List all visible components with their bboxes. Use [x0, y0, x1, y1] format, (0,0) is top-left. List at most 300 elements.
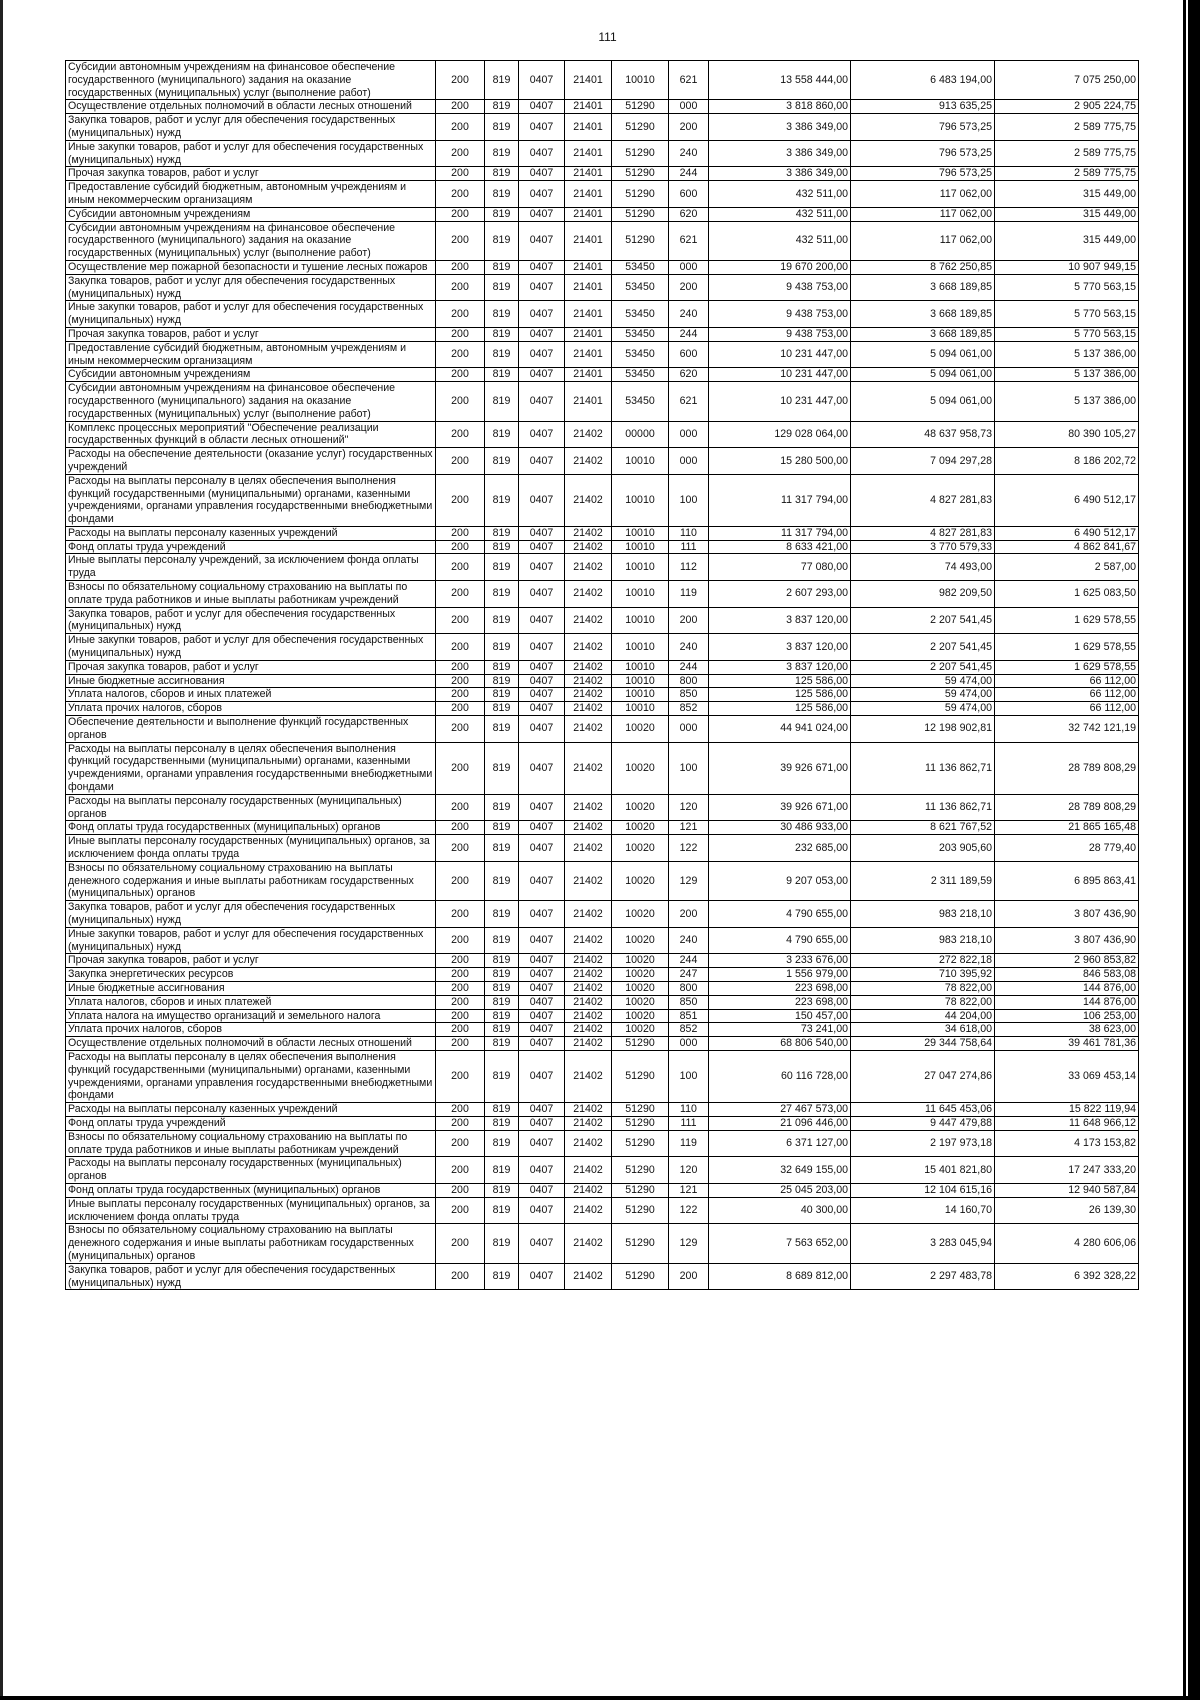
code-direction: 10020 [612, 995, 669, 1009]
amount-executed: 11 136 862,71 [851, 742, 995, 794]
amount-approved: 25 045 203,00 [709, 1183, 851, 1197]
row-name: Субсидии автономным учреждениям на финансовое обеспечение государственного (муниципального) задания на оказание государственных (муниципальных) услуг (выполнение работ) [66, 221, 436, 260]
code-expense-type: 244 [669, 327, 709, 341]
row-name: Иные закупки товаров, работ и услуг для обеспечения государственных (муниципальных) нужд [66, 634, 436, 661]
code-dept: 819 [485, 927, 519, 954]
amount-approved: 9 207 053,00 [709, 861, 851, 900]
code-expense-type: 200 [669, 1263, 709, 1290]
table-row [66, 181, 1139, 208]
code-direction: 00000 [612, 421, 669, 448]
code-program: 21402 [565, 821, 612, 835]
code-direction: 10010 [612, 474, 669, 526]
code-subsection: 0407 [519, 301, 565, 328]
amount-approved: 39 926 671,00 [709, 742, 851, 794]
amount-approved: 39 926 671,00 [709, 794, 851, 821]
code-dept: 819 [485, 954, 519, 968]
code-subsection: 0407 [519, 341, 565, 368]
amount-remaining: 2 960 853,82 [995, 954, 1139, 968]
code-dept: 819 [485, 114, 519, 141]
amount-approved: 15 280 500,00 [709, 448, 851, 475]
code-section: 200 [436, 448, 485, 475]
code-subsection: 0407 [519, 140, 565, 167]
code-program: 21401 [565, 221, 612, 260]
amount-remaining: 3 807 436,90 [995, 927, 1139, 954]
code-expense-type: 800 [669, 981, 709, 995]
code-subsection: 0407 [519, 716, 565, 743]
amount-remaining: 10 907 949,15 [995, 260, 1139, 274]
amount-approved: 8 689 812,00 [709, 1263, 851, 1290]
row-name: Обеспечение деятельности и выполнение функций государственных органов [66, 716, 436, 743]
code-program: 21401 [565, 140, 612, 167]
code-direction: 51290 [612, 1116, 669, 1130]
code-program: 21402 [565, 995, 612, 1009]
amount-remaining: 4 173 153,82 [995, 1130, 1139, 1157]
code-program: 21402 [565, 634, 612, 661]
code-expense-type: 247 [669, 968, 709, 982]
code-direction: 10020 [612, 794, 669, 821]
table-row [66, 448, 1139, 475]
code-dept: 819 [485, 688, 519, 702]
code-subsection: 0407 [519, 61, 565, 100]
amount-approved: 1 556 979,00 [709, 968, 851, 982]
code-direction: 10010 [612, 688, 669, 702]
amount-executed: 117 062,00 [851, 221, 995, 260]
code-expense-type: 200 [669, 901, 709, 928]
code-program: 21402 [565, 1116, 612, 1130]
code-program: 21402 [565, 1157, 612, 1184]
table-row [66, 1224, 1139, 1263]
code-subsection: 0407 [519, 927, 565, 954]
code-direction: 51290 [612, 1130, 669, 1157]
code-section: 200 [436, 634, 485, 661]
code-expense-type: 100 [669, 1050, 709, 1102]
amount-executed: 48 637 958,73 [851, 421, 995, 448]
amount-remaining: 6 895 863,41 [995, 861, 1139, 900]
row-name: Иные выплаты персоналу учреждений, за исключением фонда оплаты труда [66, 554, 436, 581]
code-direction: 10010 [612, 634, 669, 661]
amount-executed: 913 635,25 [851, 100, 995, 114]
code-program: 21401 [565, 274, 612, 301]
code-direction: 53450 [612, 260, 669, 274]
table-row [66, 674, 1139, 688]
page-left-edge [0, 0, 3, 1700]
table-row [66, 901, 1139, 928]
amount-executed: 78 822,00 [851, 995, 995, 1009]
code-section: 200 [436, 274, 485, 301]
amount-executed: 44 204,00 [851, 1009, 995, 1023]
row-name: Закупка товаров, работ и услуг для обеспечения государственных (муниципальных) нужд [66, 607, 436, 634]
amount-remaining: 2 589 775,75 [995, 140, 1139, 167]
amount-remaining: 66 112,00 [995, 702, 1139, 716]
code-subsection: 0407 [519, 981, 565, 995]
code-subsection: 0407 [519, 1157, 565, 1184]
code-expense-type: 244 [669, 660, 709, 674]
amount-executed: 3 668 189,85 [851, 274, 995, 301]
table-row [66, 140, 1139, 167]
amount-remaining: 4 280 606,06 [995, 1224, 1139, 1263]
amount-approved: 3 386 349,00 [709, 140, 851, 167]
amount-approved: 40 300,00 [709, 1197, 851, 1224]
code-direction: 53450 [612, 301, 669, 328]
table-row [66, 341, 1139, 368]
code-section: 200 [436, 688, 485, 702]
table-row [66, 221, 1139, 260]
code-section: 200 [436, 1023, 485, 1037]
code-dept: 819 [485, 61, 519, 100]
code-section: 200 [436, 981, 485, 995]
code-dept: 819 [485, 1183, 519, 1197]
code-subsection: 0407 [519, 954, 565, 968]
amount-approved: 10 231 447,00 [709, 382, 851, 421]
amount-remaining: 315 449,00 [995, 207, 1139, 221]
row-name: Уплата прочих налогов, сборов [66, 702, 436, 716]
code-section: 200 [436, 1197, 485, 1224]
amount-approved: 9 438 753,00 [709, 327, 851, 341]
amount-remaining: 26 139,30 [995, 1197, 1139, 1224]
code-expense-type: 120 [669, 1157, 709, 1184]
row-name: Расходы на выплаты персоналу в целях обеспечения выполнения функций государственными (муниципальными) органами, казенными учреждениями, органами управления государственными внебюджетными фондами [66, 474, 436, 526]
code-program: 21402 [565, 688, 612, 702]
code-program: 21402 [565, 968, 612, 982]
code-dept: 819 [485, 1009, 519, 1023]
amount-executed: 2 207 541,45 [851, 634, 995, 661]
code-subsection: 0407 [519, 207, 565, 221]
code-dept: 819 [485, 382, 519, 421]
row-name: Прочая закупка товаров, работ и услуг [66, 327, 436, 341]
table-row [66, 968, 1139, 982]
amount-remaining: 144 876,00 [995, 981, 1139, 995]
amount-executed: 5 094 061,00 [851, 368, 995, 382]
amount-remaining: 32 742 121,19 [995, 716, 1139, 743]
code-section: 200 [436, 968, 485, 982]
amount-executed: 15 401 821,80 [851, 1157, 995, 1184]
code-direction: 51290 [612, 140, 669, 167]
amount-remaining: 17 247 333,20 [995, 1157, 1139, 1184]
code-section: 200 [436, 526, 485, 540]
table-row [66, 821, 1139, 835]
code-section: 200 [436, 1116, 485, 1130]
table-row [66, 607, 1139, 634]
code-subsection: 0407 [519, 742, 565, 794]
code-program: 21402 [565, 1103, 612, 1117]
code-direction: 51290 [612, 181, 669, 208]
amount-approved: 60 116 728,00 [709, 1050, 851, 1102]
table-row [66, 540, 1139, 554]
amount-remaining: 6 490 512,17 [995, 526, 1139, 540]
code-expense-type: 240 [669, 140, 709, 167]
row-name: Прочая закупка товаров, работ и услуг [66, 660, 436, 674]
code-subsection: 0407 [519, 540, 565, 554]
code-direction: 51290 [612, 221, 669, 260]
code-dept: 819 [485, 674, 519, 688]
code-program: 21402 [565, 716, 612, 743]
amount-executed: 34 618,00 [851, 1023, 995, 1037]
table-row [66, 260, 1139, 274]
row-name: Осуществление отдельных полномочий в области лесных отношений [66, 1037, 436, 1051]
code-program: 21402 [565, 607, 612, 634]
code-subsection: 0407 [519, 794, 565, 821]
code-subsection: 0407 [519, 688, 565, 702]
amount-remaining: 6 490 512,17 [995, 474, 1139, 526]
code-dept: 819 [485, 1197, 519, 1224]
code-dept: 819 [485, 861, 519, 900]
amount-executed: 982 209,50 [851, 581, 995, 608]
amount-remaining: 28 779,40 [995, 835, 1139, 862]
amount-remaining: 7 075 250,00 [995, 61, 1139, 100]
amount-remaining: 8 186 202,72 [995, 448, 1139, 475]
code-expense-type: 621 [669, 61, 709, 100]
code-section: 200 [436, 207, 485, 221]
code-subsection: 0407 [519, 607, 565, 634]
code-dept: 819 [485, 660, 519, 674]
code-dept: 819 [485, 581, 519, 608]
code-section: 200 [436, 1009, 485, 1023]
amount-approved: 3 386 349,00 [709, 167, 851, 181]
code-direction: 53450 [612, 341, 669, 368]
code-direction: 53450 [612, 274, 669, 301]
code-expense-type: 000 [669, 421, 709, 448]
table-row [66, 100, 1139, 114]
code-program: 21402 [565, 554, 612, 581]
code-dept: 819 [485, 327, 519, 341]
code-expense-type: 244 [669, 167, 709, 181]
code-program: 21402 [565, 702, 612, 716]
amount-approved: 77 080,00 [709, 554, 851, 581]
code-subsection: 0407 [519, 474, 565, 526]
amount-approved: 10 231 447,00 [709, 341, 851, 368]
amount-executed: 8 762 250,85 [851, 260, 995, 274]
amount-executed: 796 573,25 [851, 114, 995, 141]
table-row [66, 474, 1139, 526]
amount-approved: 3 837 120,00 [709, 660, 851, 674]
budget-table-body [66, 61, 1139, 1290]
code-dept: 819 [485, 702, 519, 716]
code-section: 200 [436, 901, 485, 928]
amount-executed: 2 311 189,59 [851, 861, 995, 900]
code-expense-type: 129 [669, 1224, 709, 1263]
amount-approved: 223 698,00 [709, 995, 851, 1009]
code-subsection: 0407 [519, 554, 565, 581]
code-program: 21402 [565, 1023, 612, 1037]
table-row [66, 1130, 1139, 1157]
code-direction: 10020 [612, 968, 669, 982]
amount-executed: 12 104 615,16 [851, 1183, 995, 1197]
row-name: Прочая закупка товаров, работ и услуг [66, 954, 436, 968]
code-section: 200 [436, 1224, 485, 1263]
code-program: 21401 [565, 327, 612, 341]
code-subsection: 0407 [519, 1183, 565, 1197]
code-direction: 10010 [612, 61, 669, 100]
code-section: 200 [436, 954, 485, 968]
amount-approved: 11 317 794,00 [709, 474, 851, 526]
amount-remaining: 28 789 808,29 [995, 794, 1139, 821]
code-direction: 10020 [612, 927, 669, 954]
code-program: 21402 [565, 954, 612, 968]
row-name: Фонд оплаты труда учреждений [66, 540, 436, 554]
code-direction: 53450 [612, 382, 669, 421]
code-section: 200 [436, 742, 485, 794]
code-program: 21402 [565, 660, 612, 674]
code-expense-type: 111 [669, 1116, 709, 1130]
row-name: Расходы на обеспечение деятельности (оказание услуг) государственных учреждений [66, 448, 436, 475]
code-dept: 819 [485, 421, 519, 448]
amount-executed: 3 283 045,94 [851, 1224, 995, 1263]
amount-executed: 27 047 274,86 [851, 1050, 995, 1102]
code-section: 200 [436, 61, 485, 100]
code-program: 21402 [565, 794, 612, 821]
amount-remaining: 5 137 386,00 [995, 382, 1139, 421]
amount-approved: 3 386 349,00 [709, 114, 851, 141]
code-section: 200 [436, 821, 485, 835]
row-name: Закупка товаров, работ и услуг для обеспечения государственных (муниципальных) нужд [66, 901, 436, 928]
code-dept: 819 [485, 981, 519, 995]
row-name: Субсидии автономным учреждениям [66, 368, 436, 382]
row-name: Фонд оплаты труда государственных (муниципальных) органов [66, 821, 436, 835]
code-program: 21402 [565, 742, 612, 794]
table-row [66, 114, 1139, 141]
code-subsection: 0407 [519, 901, 565, 928]
code-subsection: 0407 [519, 581, 565, 608]
code-dept: 819 [485, 554, 519, 581]
code-program: 21402 [565, 1037, 612, 1051]
code-subsection: 0407 [519, 100, 565, 114]
code-subsection: 0407 [519, 660, 565, 674]
code-dept: 819 [485, 341, 519, 368]
amount-approved: 32 649 155,00 [709, 1157, 851, 1184]
code-subsection: 0407 [519, 327, 565, 341]
code-section: 200 [436, 140, 485, 167]
code-subsection: 0407 [519, 1116, 565, 1130]
code-program: 21402 [565, 1050, 612, 1102]
code-expense-type: 100 [669, 474, 709, 526]
code-expense-type: 851 [669, 1009, 709, 1023]
code-dept: 819 [485, 835, 519, 862]
code-direction: 10020 [612, 901, 669, 928]
row-name: Предоставление субсидий бюджетным, автономным учреждениям и иным некоммерческим организациям [66, 341, 436, 368]
code-direction: 10020 [612, 716, 669, 743]
table-row [66, 554, 1139, 581]
code-dept: 819 [485, 634, 519, 661]
row-name: Закупка энергетических ресурсов [66, 968, 436, 982]
code-program: 21401 [565, 100, 612, 114]
code-dept: 819 [485, 1157, 519, 1184]
row-name: Иные бюджетные ассигнования [66, 981, 436, 995]
amount-approved: 6 371 127,00 [709, 1130, 851, 1157]
code-expense-type: 000 [669, 260, 709, 274]
code-program: 21402 [565, 1197, 612, 1224]
code-dept: 819 [485, 821, 519, 835]
code-dept: 819 [485, 968, 519, 982]
row-name: Иные выплаты персоналу государственных (муниципальных) органов, за исключением фонда оплаты труда [66, 835, 436, 862]
code-dept: 819 [485, 1130, 519, 1157]
code-section: 200 [436, 100, 485, 114]
amount-remaining: 33 069 453,14 [995, 1050, 1139, 1102]
amount-executed: 272 822,18 [851, 954, 995, 968]
code-program: 21402 [565, 927, 612, 954]
amount-executed: 12 198 902,81 [851, 716, 995, 743]
table-row [66, 995, 1139, 1009]
row-name: Прочая закупка товаров, работ и услуг [66, 167, 436, 181]
code-program: 21402 [565, 1009, 612, 1023]
code-expense-type: 110 [669, 1103, 709, 1117]
code-expense-type: 200 [669, 274, 709, 301]
code-direction: 51290 [612, 1183, 669, 1197]
amount-executed: 3 770 579,33 [851, 540, 995, 554]
code-expense-type: 000 [669, 100, 709, 114]
code-section: 200 [436, 1050, 485, 1102]
page-right-edge-line [1183, 0, 1186, 1700]
amount-executed: 59 474,00 [851, 674, 995, 688]
code-direction: 53450 [612, 368, 669, 382]
row-name: Расходы на выплаты персоналу государственных (муниципальных) органов [66, 794, 436, 821]
code-section: 200 [436, 554, 485, 581]
code-program: 21401 [565, 368, 612, 382]
code-section: 200 [436, 674, 485, 688]
code-section: 200 [436, 861, 485, 900]
amount-executed: 78 822,00 [851, 981, 995, 995]
table-row [66, 207, 1139, 221]
code-program: 21402 [565, 1183, 612, 1197]
code-dept: 819 [485, 995, 519, 1009]
amount-executed: 2 207 541,45 [851, 660, 995, 674]
code-section: 200 [436, 260, 485, 274]
code-section: 200 [436, 995, 485, 1009]
row-name: Уплата налогов, сборов и иных платежей [66, 995, 436, 1009]
code-direction: 51290 [612, 1224, 669, 1263]
code-program: 21401 [565, 260, 612, 274]
code-direction: 10020 [612, 981, 669, 995]
code-program: 21401 [565, 207, 612, 221]
code-dept: 819 [485, 448, 519, 475]
code-program: 21402 [565, 1130, 612, 1157]
code-subsection: 0407 [519, 260, 565, 274]
amount-executed: 5 094 061,00 [851, 341, 995, 368]
code-dept: 819 [485, 100, 519, 114]
code-direction: 51290 [612, 1037, 669, 1051]
code-expense-type: 620 [669, 368, 709, 382]
amount-remaining: 4 862 841,67 [995, 540, 1139, 554]
code-direction: 51290 [612, 167, 669, 181]
amount-remaining: 66 112,00 [995, 674, 1139, 688]
row-name: Уплата налога на имущество организаций и земельного налога [66, 1009, 436, 1023]
code-program: 21402 [565, 981, 612, 995]
code-direction: 10010 [612, 674, 669, 688]
code-dept: 819 [485, 474, 519, 526]
code-dept: 819 [485, 1224, 519, 1263]
row-name: Уплата налогов, сборов и иных платежей [66, 688, 436, 702]
amount-remaining: 5 137 386,00 [995, 341, 1139, 368]
code-expense-type: 200 [669, 607, 709, 634]
amount-executed: 2 207 541,45 [851, 607, 995, 634]
code-direction: 51290 [612, 207, 669, 221]
code-section: 200 [436, 341, 485, 368]
code-section: 200 [436, 607, 485, 634]
code-section: 200 [436, 1103, 485, 1117]
code-subsection: 0407 [519, 1009, 565, 1023]
amount-executed: 796 573,25 [851, 167, 995, 181]
code-expense-type: 852 [669, 702, 709, 716]
code-program: 21402 [565, 1224, 612, 1263]
code-dept: 819 [485, 260, 519, 274]
code-expense-type: 122 [669, 835, 709, 862]
code-section: 200 [436, 660, 485, 674]
code-direction: 51290 [612, 1050, 669, 1102]
code-subsection: 0407 [519, 702, 565, 716]
page-right-edge [1188, 0, 1200, 1700]
row-name: Закупка товаров, работ и услуг для обеспечения государственных (муниципальных) нужд [66, 1263, 436, 1290]
amount-remaining: 1 629 578,55 [995, 660, 1139, 674]
table-row [66, 1157, 1139, 1184]
